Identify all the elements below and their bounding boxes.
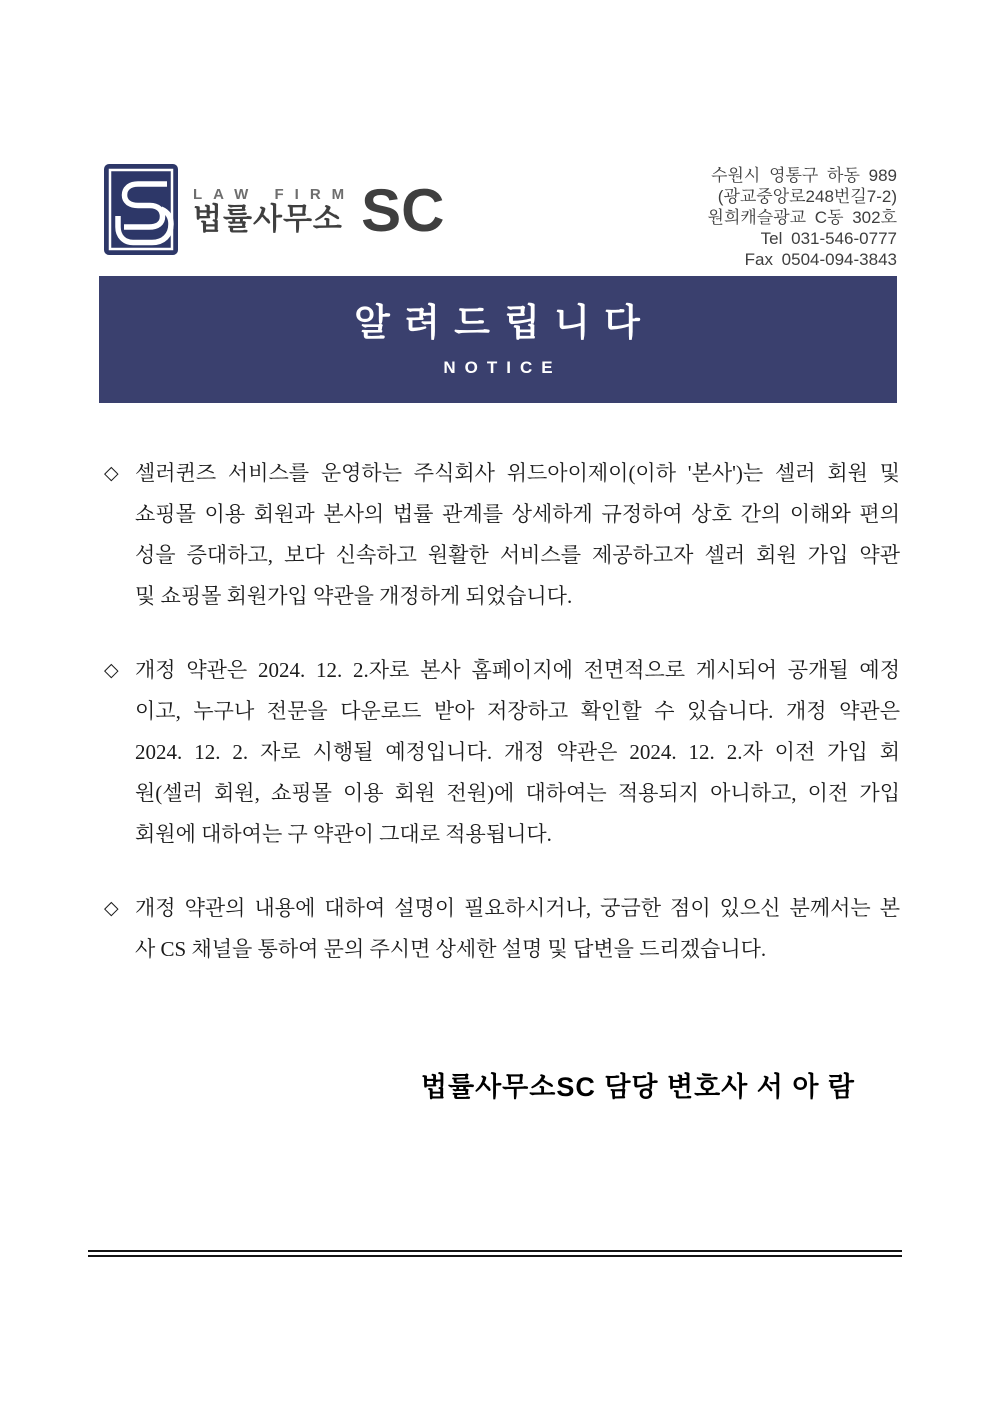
banner-title: 알 려 드 립 니 다 xyxy=(354,301,642,343)
sc-monogram-icon xyxy=(103,163,179,256)
paragraph-2-line-4: 원(셀러 회원, 쇼핑몰 이용 회원 전원)에 대하여는 적용되지 아니하고, 이전 가입 xyxy=(135,781,900,805)
attorney-signature: 법률사무소SC 담당 변호사 서 아 람 xyxy=(420,1072,855,1102)
firm-address-block xyxy=(708,163,897,270)
paragraph-2-line-3: 2024. 12. 2. 자로 시행될 예정입니다. 개정 약관은 2024. 12. 2.자 이전 가입 회 xyxy=(135,740,900,764)
firm-initials: SC xyxy=(361,177,445,244)
law-firm-logo xyxy=(103,163,445,256)
paragraph-1-line-2: 쇼핑몰 이용 회원과 본사의 법률 관계를 상세하게 규정하여 상호 간의 이해와 편의 xyxy=(135,502,900,526)
law-firm-label: LAW FIRM xyxy=(193,186,356,203)
paragraph-2-line-5: 회원에 대하여는 구 약관이 그대로 적용됩니다. xyxy=(135,822,552,846)
paragraph-2-line-2: 이고, 누구나 전문을 다운로드 받아 저장하고 확인할 수 있습니다. 개정 약관은 xyxy=(135,699,900,723)
address-line-1: 수원시 영통구 하동 989 xyxy=(711,166,897,185)
banner-subtitle: NOTICE xyxy=(443,357,562,377)
diamond-bullet-icon: ◇ xyxy=(104,898,119,919)
fax-line: Fax 0504-094-3843 xyxy=(744,250,897,269)
document-header xyxy=(0,0,992,268)
paragraph-1 xyxy=(104,453,900,617)
paragraph-3 xyxy=(104,888,900,970)
notice-body xyxy=(104,453,900,970)
paragraph-2-line-1: 개정 약관은 2024. 12. 2.자로 본사 홈페이지에 전면적으로 게시되어 공개될 예정 xyxy=(135,658,900,682)
firm-korean-name: 법률사무소 xyxy=(193,203,343,236)
paragraph-3-line-1: 개정 약관의 내용에 대하여 설명이 필요하시거나, 궁금한 점이 있으신 분께서는 본 xyxy=(135,896,900,920)
diamond-bullet-icon: ◇ xyxy=(104,463,119,484)
paragraph-3-line-2: 사 CS 채널을 통하여 문의 주시면 상세한 설명 및 답변을 드리겠습니다. xyxy=(135,937,767,961)
paragraph-1-line-4: 및 쇼핑몰 회원가입 약관을 개정하게 되었습니다. xyxy=(135,584,573,608)
diamond-bullet-icon: ◇ xyxy=(104,660,119,681)
phone-line: Tel 031-546-0777 xyxy=(760,229,897,248)
notice-banner xyxy=(99,276,897,403)
address-line-2: (광교중앙로248번길7-2) xyxy=(717,187,897,206)
logo-text xyxy=(193,163,355,237)
paragraph-1-line-3: 성을 증대하고, 보다 신속하고 원활한 서비스를 제공하고자 셀러 회원 가입 약관 xyxy=(135,543,900,567)
bottom-double-rule xyxy=(88,1250,902,1257)
address-line-3: 원희캐슬광교 C동 302호 xyxy=(707,208,897,227)
paragraph-1-line-1: 셀러퀸즈 서비스를 운영하는 주식회사 위드아이제이(이하 '본사')는 셀러 회원 및 xyxy=(135,461,900,485)
paragraph-2 xyxy=(104,650,900,855)
